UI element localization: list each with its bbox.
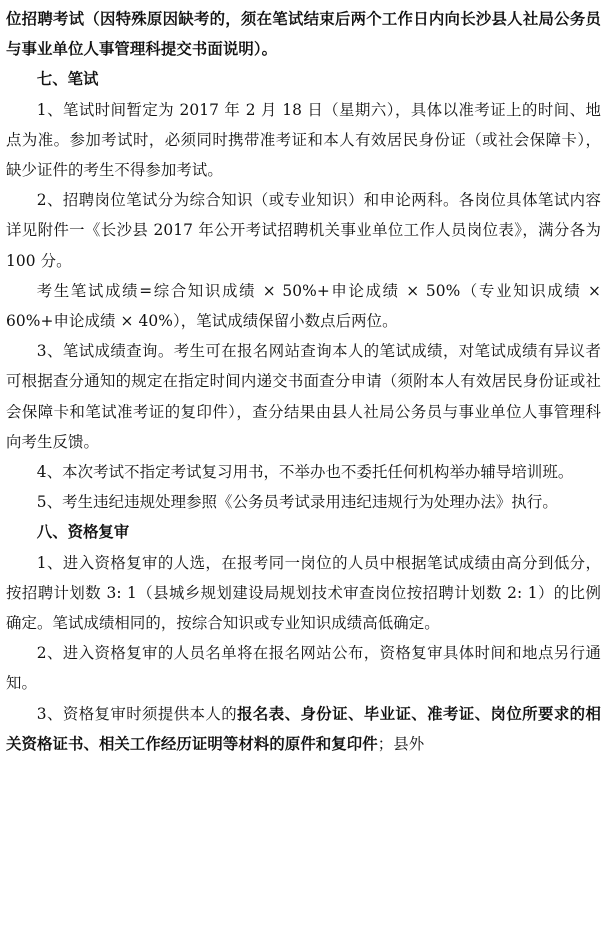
paragraph-discipline: 5、考生违纪违规处理参照《公务员考试录用违纪违规行为处理办法》执行。 xyxy=(36,493,558,512)
paragraph-no-review-books: 4、本次考试不指定考试复习用书，不举办也不委托任何机构举办辅导培训班。 xyxy=(36,463,574,482)
review-materials-required-items: 报名表、身份证、毕业证、准考证、岗位所要求的相关资格证书、相关工作经历证明等材料的原件和复印件 xyxy=(6,704,601,753)
paragraph-exam-absence-note: 位招聘考试（因特殊原因缺考的，须在笔试结束后两个工作日内向长沙县人社局公务员与事业单位人事管理科提交书面说明）。 xyxy=(6,10,601,59)
paragraph-review-materials xyxy=(6,699,601,759)
paragraph-review-list-notice: 2、进入资格复审的人员名单将在报名网站公布，资格复审具体时间和地点另行通知。 xyxy=(6,644,601,693)
paragraph-exam-subjects: 2、招聘岗位笔试分为综合知识（或专业知识）和申论两科。各岗位具体笔试内容详见附件一《长沙县 2017 年公开考试招聘机关事业单位工作人员岗位表》，满分各为 100 分。 xyxy=(6,191,601,270)
paragraph-review-candidates: 1、进入资格复审的人选，在报考同一岗位的人员中根据笔试成绩由高分到低分，按招聘计划数 3: 1（县城乡规划建设局规划技术审查岗位按招聘计划数 2: 1）的比例确定。笔试成绩相同的，按综合知识或专业知识成绩高低确定。 xyxy=(6,553,601,633)
paragraph-score-query: 3、笔试成绩查询。考生可在报名网站查询本人的笔试成绩，对笔试成绩有异议者可根据查分通知的规定在指定时间内递交书面查分申请（须附本人有效居民身份证或社会保障卡和笔试准考证的复印件），查分结果由县人社局公务员与事业单位人事管理科向考生反馈。 xyxy=(6,342,601,451)
paragraph-exam-time: 1、笔试时间暂定为 2017 年 2 月 18 日（星期六），具体以准考证上的时间、地点为准。参加考试时，必须同时携带准考证和本人有效居民身份证（或社会保障卡），缺少证件的考生不得参加考试。 xyxy=(6,100,601,180)
review-materials-lead: 3、资格复审时须提供本人的 xyxy=(36,704,238,723)
section-heading-qualification-review: 八、资格复审 xyxy=(36,523,130,542)
review-materials-tail: ；县外 xyxy=(377,734,425,753)
section-heading-written-exam: 七、笔试 xyxy=(36,70,99,89)
paragraph-score-formula: 考生笔试成绩=综合知识成绩 × 50%+申论成绩 × 50%（专业知识成绩 × 60%+申论成绩 × 40%），笔试成绩保留小数点后两位。 xyxy=(6,281,601,331)
